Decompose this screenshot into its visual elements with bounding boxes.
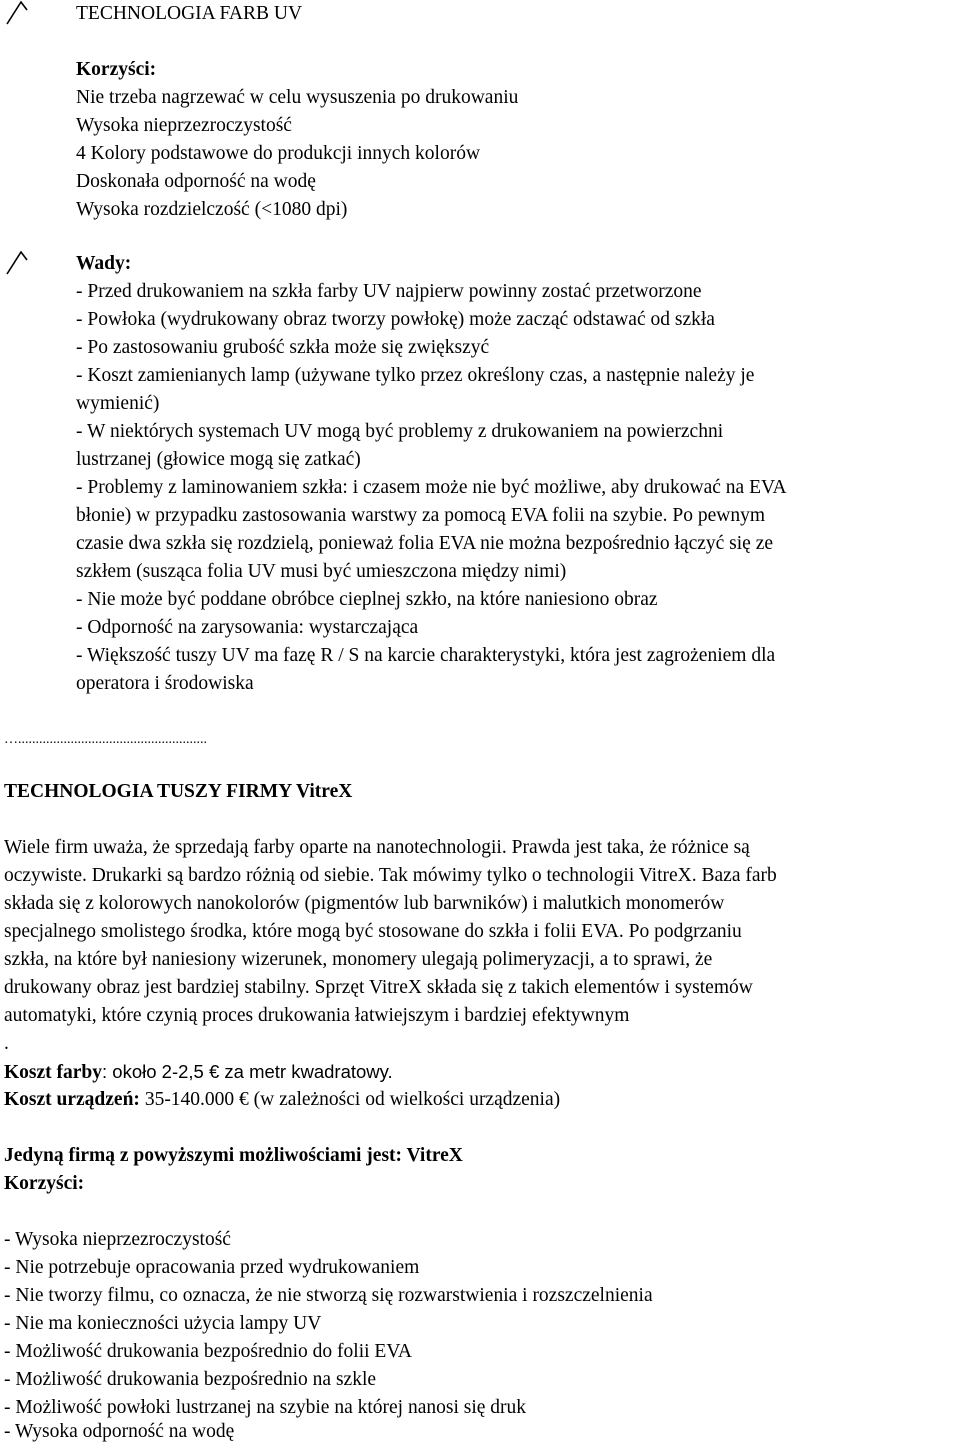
drawback-line: - Problemy z laminowaniem szkła: i czasem może nie być możliwe, aby drukować na EVA (76, 477, 787, 498)
drawback-line: lustrzanej (głowice mogą się zatkać) (76, 449, 361, 470)
section1-heading: TECHNOLOGIA FARB UV (76, 3, 303, 24)
benefit2-item: - Nie tworzy filmu, co oznacza, że nie stworzą się rozwarstwienia i rozszczelnienia (4, 1285, 653, 1306)
drawback-line: szkłem (susząca folia UV musi być umieszczona między nimi) (76, 561, 567, 582)
body-line: oczywiste. Drukarki są bardzo różnią od siebie. Tak mówimy tylko o technologii VitreX. Baza farb (4, 865, 777, 886)
benefit2-item: - Nie ma konieczności użycia lampy UV (4, 1313, 322, 1334)
ink-cost-line (4, 1058, 393, 1086)
bullet-arrow-icon (5, 250, 29, 276)
body-line: automatyki, które czynią proces drukowania łatwiejszym i bardziej efektywnym (4, 1005, 630, 1026)
device-cost-line (4, 1086, 560, 1114)
benefit2-item: - Możliwość drukowania bezpośrednio na szkle (4, 1369, 377, 1390)
ink-cost-label: Koszt farby (4, 1062, 103, 1083)
benefits-label: Korzyści: (76, 59, 157, 80)
device-cost-value: 35-140.000 € (w zależności od wielkości urządzenia) (139, 1089, 561, 1110)
body-line: Wiele firm uważa, że sprzedają farby oparte na nanotechnologii. Prawda jest taka, że różnice są (4, 837, 750, 858)
body-line: szkła, na które był naniesiony wizerunek, monomery ulegają polimeryzacji, a to sprawi, że (4, 949, 713, 970)
benefit-item: Wysoka nieprzezroczystość (76, 115, 292, 136)
bullet-arrow-icon (5, 0, 29, 26)
drawback-line: - Większość tuszy UV ma fazę R / S na karcie charakterystyki, która jest zagrożeniem dla (76, 645, 776, 666)
drawback-line: - Powłoka (wydrukowany obraz tworzy powłokę) może zacząć odstawać od szkła (76, 309, 715, 330)
ink-cost-value: : około 2-2,5 € za metr kwadratowy. (102, 1061, 393, 1082)
drawback-line: operatora i środowiska (76, 673, 254, 694)
drawback-line: czasie dwa szkła się rozdzielą, ponieważ folia EVA nie można bezpośrednio łączyć się ze (76, 533, 774, 554)
benefit-item: Wysoka rozdzielczość (<1080 dpi) (76, 199, 348, 220)
drawback-line: - Przed drukowaniem na szkła farby UV najpierw powinny zostać przetworzone (76, 281, 702, 302)
drawbacks-label: Wady: (76, 253, 132, 274)
body-line: składa się z kolorowych nanokolorów (pigmentów lub barwników) i malutkich monomerów (4, 893, 725, 914)
benefit2-item: - Możliwość drukowania bezpośrednio do folii EVA (4, 1341, 412, 1362)
body-line: specjalnego smolistego środka, które mogą być stosowane do szkła i folii EVA. Po podgrzaniu (4, 921, 742, 942)
device-cost-label: Koszt urządzeń: (4, 1089, 140, 1110)
drawback-line: - Koszt zamienianych lamp (używane tylko przez określony czas, a następnie należy je (76, 365, 755, 386)
only-company-heading: Jedyną firmą z powyższymi możliwościami jest: VitreX (4, 1145, 463, 1166)
drawback-line: błonie) w przypadku zastosowania warstwy za pomocą EVA folii na szybie. Po pewnym (76, 505, 766, 526)
benefit-item: 4 Kolory podstawowe do produkcji innych kolorów (76, 143, 481, 164)
drawback-line: - W niektórych systemach UV mogą być problemy z drukowaniem na powierzchni (76, 421, 724, 442)
benefit2-item: - Wysoka odporność na wodę (4, 1421, 235, 1442)
drawback-line: wymienić) (76, 393, 160, 414)
body-line: . (4, 1033, 9, 1054)
benefits2-label: Korzyści: (4, 1173, 85, 1194)
benefit-item: Nie trzeba nagrzewać w celu wysuszenia po drukowaniu (76, 87, 519, 108)
body-line: drukowany obraz jest bardziej stabilny. Sprzęt VitreX składa się z takich elementów i systemów (4, 977, 753, 998)
drawback-line: - Nie może być poddane obróbce cieplnej szkło, na które naniesiono obraz (76, 589, 658, 610)
benefit2-item: - Wysoka nieprzezroczystość (4, 1229, 231, 1250)
drawback-line: - Odporność na zarysowania: wystarczająca (76, 617, 419, 638)
benefit-item: Doskonała odporność na wodę (76, 171, 316, 192)
benefit2-item: - Możliwość powłoki lustrzanej na szybie na której nanosi się druk (4, 1397, 527, 1418)
drawback-line: - Po zastosowaniu grubość szkła może się zwiększyć (76, 337, 490, 358)
benefit2-item: - Nie potrzebuje opracowania przed wydrukowaniem (4, 1257, 420, 1278)
section2-heading: TECHNOLOGIA TUSZY FIRMY VitreX (4, 781, 353, 802)
separator: …...................................................... (4, 732, 207, 747)
